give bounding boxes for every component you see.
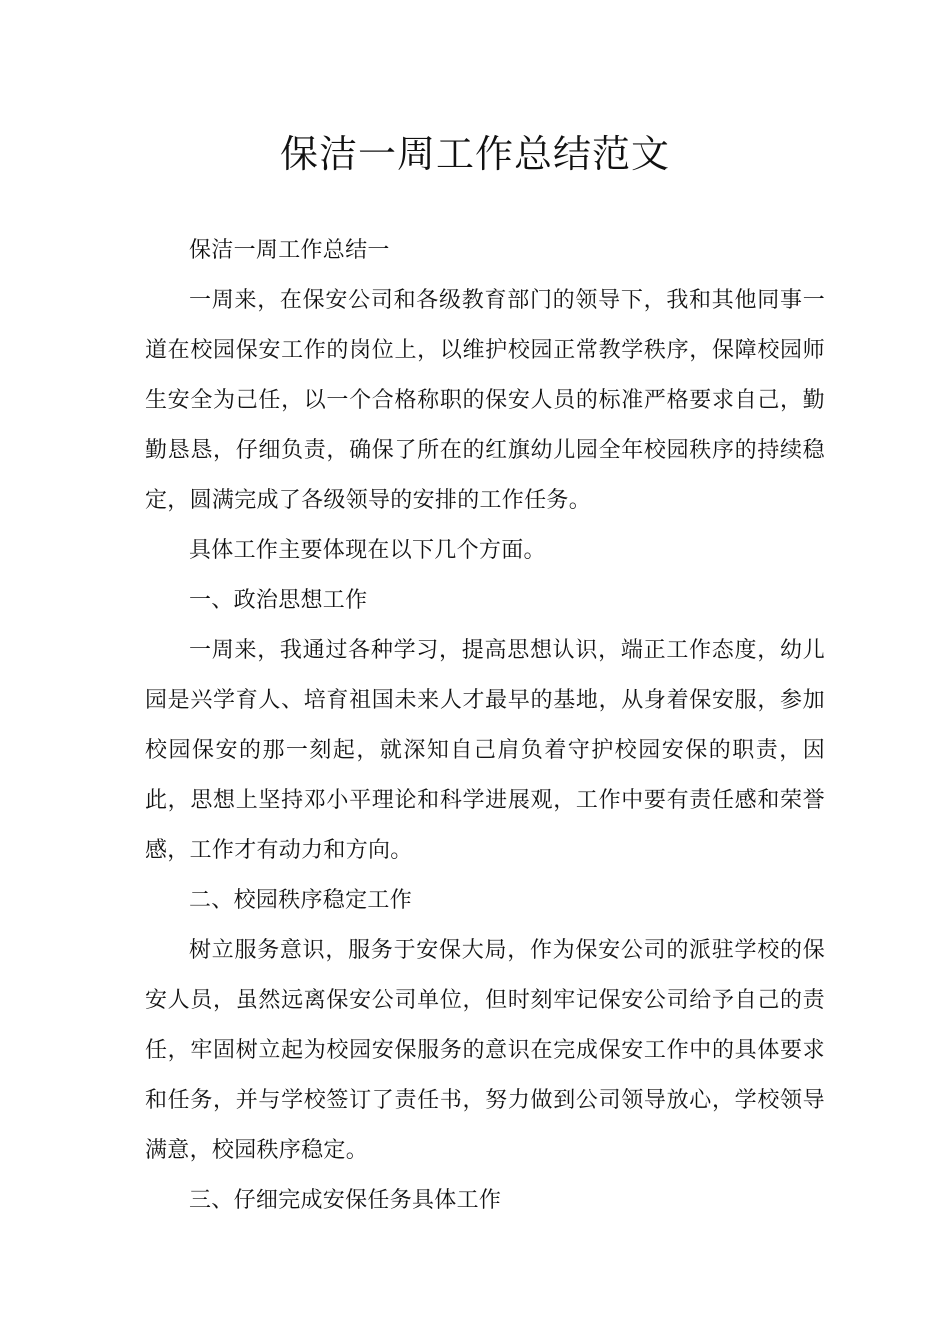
body-paragraph: 树立服务意识，服务于安保大局，作为保安公司的派驻学校的保安人员，虽然远离保安公司单位，但时刻牢记保安公司给予自己的责任，牢固树立起为校园安保服务的意识在完成保安工作中的具体要求和任务，并与学校签订了责任书，努力做到公司领导放心，学校领导满意，校园秩序稳定。 [145,938,825,1163]
section-heading: 一、政治思想工作 [189,588,368,613]
document-body [145,226,825,1226]
section-heading: 保洁一周工作总结一 [189,238,390,263]
body-paragraph: 一周来，在保安公司和各级教育部门的领导下，我和其他同事一道在校园保安工作的岗位上，以维护校园正常教学秩序，保障校园师生安全为己任，以一个合格称职的保安人员的标准严格要求自己，勤勤恳恳，仔细负责，确保了所在的红旗幼儿园全年校园秩序的持续稳定，圆满完成了各级领导的安排的工作任务。 [145,288,825,513]
section-heading: 二、校园秩序稳定工作 [189,888,413,913]
section-heading: 三、仔细完成安保任务具体工作 [189,1188,502,1213]
body-paragraph: 具体工作主要体现在以下几个方面。 [189,538,546,563]
document-title: 保洁一周工作总结范文 [279,132,670,176]
body-paragraph: 一周来，我通过各种学习，提高思想认识，端正工作态度，幼儿园是兴学育人、培育祖国未来人才最早的基地，从身着保安服，参加校园保安的那一刻起，就深知自己肩负着守护校园安保的职责，因此，思想上坚持邓小平理论和科学进展观，工作中要有责任感和荣誉感，工作才有动力和方向。 [145,638,825,863]
